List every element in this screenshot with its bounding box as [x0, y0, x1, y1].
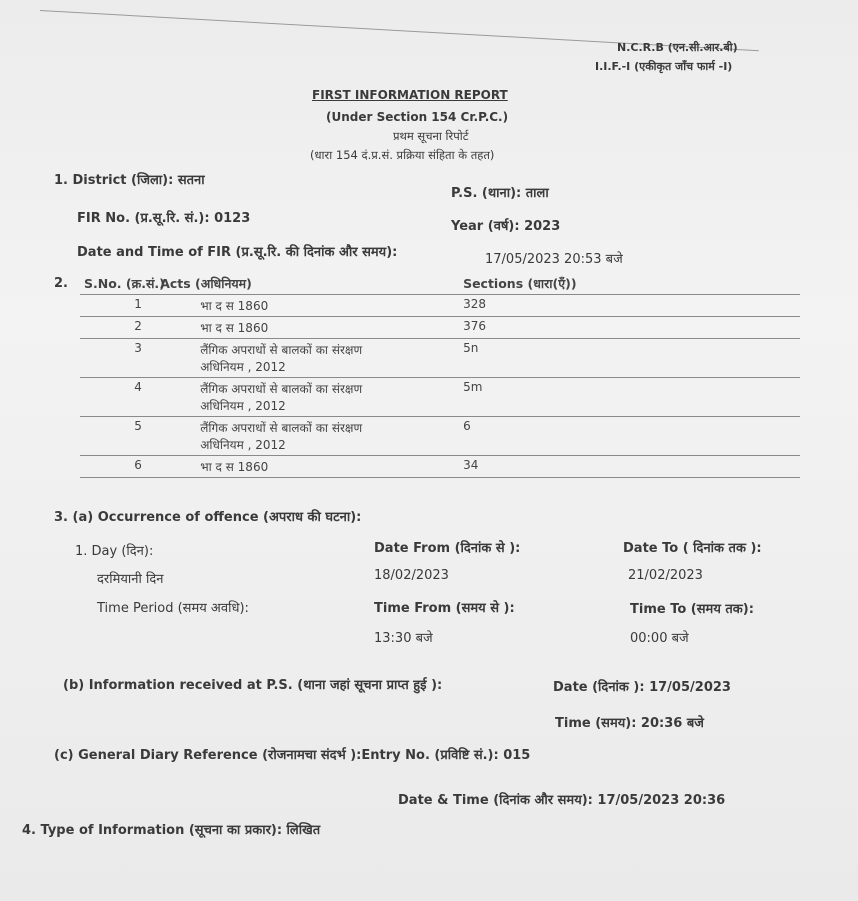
fir-datetime-label: Date and Time of FIR (प्र.सू.रि. की दिनांक और समय): — [77, 245, 398, 260]
table-row — [80, 417, 800, 456]
fir-datetime-value: 17/05/2023 20:53 बजे — [485, 252, 623, 267]
row-act — [196, 295, 459, 317]
row-act — [196, 456, 459, 478]
row-sno: 4 — [80, 378, 196, 417]
row-section: 5n — [459, 339, 800, 378]
title-hindi: प्रथम सूचना रिपोर्ट — [393, 129, 469, 143]
date-from-value: 18/02/2023 — [374, 568, 449, 583]
row-act-line1: लैंगिक अपराधों से बालकों का संरक्षण — [200, 421, 363, 435]
row-act-line2: अधिनियम , 2012 — [200, 438, 286, 452]
occurrence-label: 3. (a) Occurrence of offence (अपराध की घटना): — [54, 510, 362, 525]
row-act — [196, 317, 459, 339]
under-section-hindi: (धारा 154 दं.प्र.सं. प्रक्रिया संहिता के तहत) — [310, 148, 495, 162]
date-to-value: 21/02/2023 — [628, 568, 703, 583]
day-value: दरमियानी दिन — [97, 572, 164, 587]
acts-sections-table — [80, 273, 800, 478]
row-act-line1: लैंगिक अपराधों से बालकों का संरक्षण — [200, 382, 363, 396]
row-section: 6 — [459, 417, 800, 456]
info-received-time: Time (समय): 20:36 बजे — [555, 716, 704, 731]
general-diary-reference: (c) General Diary Reference (रोजनामचा संदर्भ ):Entry No. (प्रविष्टि सं.): 015 — [54, 748, 531, 763]
info-received-date: Date (दिनांक ): 17/05/2023 — [553, 680, 731, 695]
district-field: 1. District (जिला): सतना — [54, 173, 205, 188]
ncrb-label: N.C.R.B (एन.सी.आर.बी) — [617, 41, 738, 54]
row-sno: 5 — [80, 417, 196, 456]
table-row — [80, 456, 800, 478]
row-section: 5m — [459, 378, 800, 417]
general-diary-datetime: Date & Time (दिनांक और समय): 17/05/2023 20:36 — [398, 793, 726, 808]
row-act — [196, 339, 459, 378]
row-sno: 2 — [80, 317, 196, 339]
date-to-label: Date To ( दिनांक तक ): — [623, 541, 762, 556]
column-header-sections: Sections (धारा(एँ)) — [463, 276, 577, 291]
table-row — [80, 339, 800, 378]
row-act-line1: भा द स 1860 — [200, 321, 269, 335]
time-to-value: 00:00 बजे — [630, 631, 689, 646]
row-section: 328 — [459, 295, 800, 317]
column-header-sno: S.No. (क्र.सं.) — [84, 276, 165, 291]
row-act-line2: अधिनियम , 2012 — [200, 399, 286, 413]
date-from-label: Date From (दिनांक से ): — [374, 541, 521, 556]
row-act — [196, 417, 459, 456]
table-row — [80, 378, 800, 417]
time-from-label: Time From (समय से ): — [374, 601, 515, 616]
table-header-row — [80, 273, 800, 295]
table-row — [80, 295, 800, 317]
police-station-field: P.S. (थाना): ताला — [451, 186, 549, 201]
year-field: Year (वर्ष): 2023 — [451, 219, 561, 234]
fir-number-field: FIR No. (प्र.सू.रि. सं.): 0123 — [77, 211, 251, 226]
time-from-value: 13:30 बजे — [374, 631, 433, 646]
row-section: 376 — [459, 317, 800, 339]
info-received-label: (b) Information received at P.S. (थाना जहां सूचना प्राप्त हुई ): — [63, 678, 443, 693]
row-sno: 1 — [80, 295, 196, 317]
day-label: 1. Day (दिन): — [75, 544, 154, 559]
row-act — [196, 378, 459, 417]
row-sno: 6 — [80, 456, 196, 478]
iif-label: I.I.F.-I (एकीकृत जाँच फार्म -I) — [595, 60, 733, 73]
under-section: (Under Section 154 Cr.P.C.) — [326, 110, 509, 124]
table-row — [80, 317, 800, 339]
row-act-line1: भा द स 1860 — [200, 299, 269, 313]
time-to-label: Time To (समय तक): — [630, 602, 754, 617]
section-2-number: 2. — [54, 276, 68, 291]
row-sno: 3 — [80, 339, 196, 378]
time-period-label: Time Period (समय अवधि): — [97, 601, 249, 616]
document-title: FIRST INFORMATION REPORT — [312, 88, 508, 102]
row-act-line2: अधिनियम , 2012 — [200, 360, 286, 374]
column-header-acts: Acts (अधिनियम) — [160, 276, 252, 291]
row-act-line1: भा द स 1860 — [200, 460, 269, 474]
row-section: 34 — [459, 456, 800, 478]
row-act-line1: लैंगिक अपराधों से बालकों का संरक्षण — [200, 343, 363, 357]
type-of-information: 4. Type of Information (सूचना का प्रकार): लिखित — [22, 823, 321, 838]
